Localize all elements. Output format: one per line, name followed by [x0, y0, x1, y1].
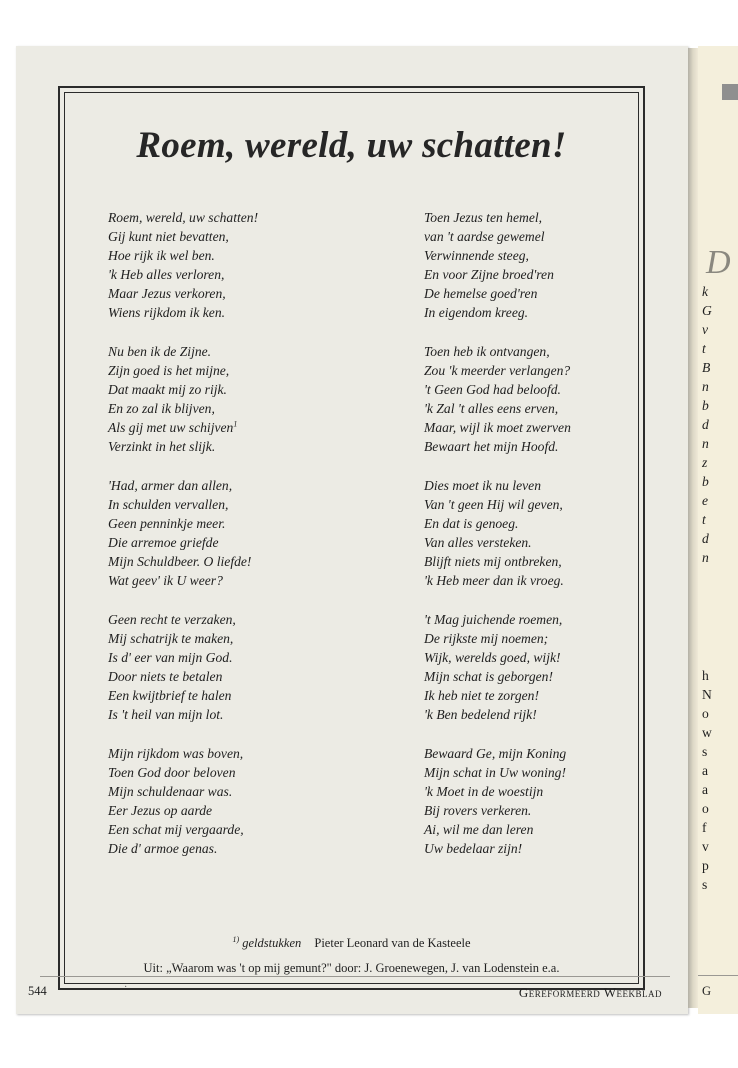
poem-line: Maar Jezus verkoren, — [108, 286, 226, 301]
facing-page-fragment: f — [702, 820, 707, 835]
poem-line: Bewaard Ge, mijn Koning — [424, 746, 567, 761]
facing-page-fragment: N — [702, 687, 712, 702]
facing-page-fragment: d — [702, 417, 709, 432]
poem-line: Mij schatrijk te maken, — [108, 631, 234, 646]
poem-line: Mijn Schuldbeer. O liefde! — [108, 554, 252, 569]
poem-line: Van 't geen Hij wil geven, — [424, 497, 563, 512]
facing-page-fragment: o — [702, 706, 709, 721]
facing-page-fragment: z — [702, 455, 708, 470]
poem-line: Wijk, werelds goed, wijk! — [424, 650, 561, 665]
footer-dot: · — [124, 982, 128, 993]
facing-page-edge — [698, 46, 738, 1014]
facing-page-fragment: o — [702, 801, 709, 816]
footnote-label: 1) — [232, 934, 240, 944]
poem-stanza — [424, 476, 674, 590]
poem-line: Geen recht te verzaken, — [108, 612, 236, 627]
poem-line: Zou 'k meerder verlangen? — [424, 363, 571, 378]
magazine-page — [16, 46, 688, 1014]
poem-line: Maar, wijl ik moet zwerven — [424, 420, 571, 435]
poem-line: In schulden vervallen, — [108, 497, 229, 512]
poem-line: 'k Moet in de woestijn — [424, 784, 544, 799]
poem-line: 't Mag juichende roemen, — [424, 612, 563, 627]
poem-line: Geen penninkje meer. — [108, 516, 226, 531]
poem-stanza — [424, 208, 674, 322]
poem-line: 'k Heb alles verloren, — [108, 267, 225, 282]
poem-line: Ai, wil me dan leren — [424, 822, 534, 837]
facing-page-footer-rule — [698, 975, 738, 976]
footnote-marker: 1 — [233, 419, 238, 429]
facing-page-roman-text — [702, 666, 712, 894]
facing-page-fragment: s — [702, 877, 708, 892]
footnote-row — [60, 936, 643, 951]
poem-line: En dat is genoeg. — [424, 516, 519, 531]
poem-line: Verwinnende steeg, — [424, 248, 529, 263]
poem-line: De hemelse goed'ren — [424, 286, 538, 301]
poem-line: Mijn schuldenaar was. — [108, 784, 233, 799]
facing-page-fragment: a — [702, 763, 709, 778]
facing-page-fragment: n — [702, 379, 709, 394]
poem-line: Bij rovers verkeren. — [424, 803, 532, 818]
poem-line: Is 't heil van mijn lot. — [108, 707, 224, 722]
facing-page-fragment: t — [702, 341, 706, 356]
facing-page-fragment: k — [702, 284, 709, 299]
poem-stanza — [108, 476, 358, 590]
facing-page-header-bar — [722, 84, 738, 100]
poem-line: 'k Zal 't alles eens erven, — [424, 401, 559, 416]
poem-line: Hoe rijk ik wel ben. — [108, 248, 215, 263]
poem-line: Mijn schat is geborgen! — [424, 669, 553, 684]
poem-source: Uit: „Waarom was 't op mij gemunt?" door: J. Groenewegen, J. van Lodenstein e.a. — [143, 961, 560, 975]
poem-line: 'Had, armer dan allen, — [108, 478, 233, 493]
poem-line: Als gij met uw schijven$^1$ — [108, 419, 238, 435]
poem-line: Mijn rijkdom was boven, — [108, 746, 244, 761]
poem-line: 'k Ben bedelend rijk! — [424, 707, 537, 722]
poem-line: Mijn schat in Uw woning! — [424, 765, 566, 780]
poem-column-left — [108, 208, 358, 878]
poem-column-right — [424, 208, 674, 878]
poem-author: Pieter Leonard van de Kasteele — [314, 936, 471, 950]
facing-page-fragment: n — [702, 436, 709, 451]
poem-line: In eigendom kreeg. — [424, 305, 529, 320]
poem-stanza — [108, 342, 358, 456]
footer-rule — [40, 976, 670, 977]
poem-line: Van alles versteken. — [424, 535, 532, 550]
page-gutter — [688, 48, 698, 1008]
poem-line: Wat geev' ik U weer? — [108, 573, 223, 588]
poem-line: Is d' eer van mijn God. — [108, 650, 233, 665]
footnote-text: geldstukken — [242, 936, 302, 950]
poem-line: Zijn goed is het mijne, — [108, 363, 230, 378]
poem-line: Verzinkt in het slijk. — [108, 439, 216, 454]
poem-frame — [58, 86, 645, 990]
poem-line: Toen God door beloven — [108, 765, 236, 780]
page-number: 544 — [28, 984, 47, 998]
facing-page-fragment: G — [702, 303, 712, 318]
facing-page-footer: G — [702, 984, 712, 998]
poem-stanza — [424, 342, 674, 456]
poem-stanza — [108, 744, 358, 858]
facing-page-italic-text — [702, 282, 712, 567]
poem-line: 'k Heb meer dan ik vroeg. — [424, 573, 564, 588]
poem-title: Roem, wereld, uw schatten! — [136, 125, 567, 166]
poem-line: van 't aardse gewemel — [424, 229, 545, 244]
poem-line: Door niets te betalen — [108, 669, 223, 684]
facing-page-fragment: v — [702, 839, 709, 854]
poem-stanza — [108, 208, 358, 322]
poem-line: En zo zal ik blijven, — [108, 401, 215, 416]
poem-line: Dat maakt mij zo rijk. — [108, 382, 227, 397]
poem-line: De rijkste mij noemen; — [424, 631, 549, 646]
facing-page-initial: D — [706, 244, 731, 281]
facing-page-fragment: p — [702, 858, 709, 873]
facing-page-fragment: n — [702, 550, 709, 565]
poem-line: Toen heb ik ontvangen, — [424, 344, 550, 359]
facing-page-fragment: d — [702, 531, 709, 546]
publication-name: Gereformeerd Weekblad — [518, 985, 662, 1000]
facing-page-fragment: e — [702, 493, 709, 508]
facing-page-fragment: v — [702, 322, 709, 337]
facing-page-fragment: B — [702, 360, 711, 375]
poem-line: Een schat mij vergaarde, — [108, 822, 244, 837]
poem-line: Gij kunt niet bevatten, — [108, 229, 229, 244]
facing-page-fragment: b — [702, 474, 709, 489]
facing-page-fragment: w — [702, 725, 712, 740]
poem-line: En voor Zijne broed'ren — [424, 267, 554, 282]
facing-page-fragment: a — [702, 782, 709, 797]
poem-line: Blijft niets mij ontbreken, — [424, 554, 562, 569]
facing-page-fragment: h — [702, 668, 709, 683]
poem-line: Toen Jezus ten hemel, — [424, 210, 543, 225]
poem-line: Ik heb niet te zorgen! — [424, 688, 540, 703]
poem-stanza — [424, 744, 674, 858]
facing-page-fragment: t — [702, 512, 706, 527]
facing-page-fragment: s — [702, 744, 708, 759]
footnote — [232, 936, 301, 950]
poem-line: Een kwijtbrief te halen — [108, 688, 232, 703]
poem-line: Wiens rijkdom ik ken. — [108, 305, 226, 320]
poem-line: Nu ben ik de Zijne. — [108, 344, 212, 359]
poem-line: Uw bedelaar zijn! — [424, 841, 523, 856]
poem-line: Dies moet ik nu leven — [424, 478, 542, 493]
poem-line: Bewaart het mijn Hoofd. — [424, 439, 559, 454]
poem-line: 't Geen God had beloofd. — [424, 382, 561, 397]
poem-line: Die arremoe griefde — [108, 535, 219, 550]
poem-line: Eer Jezus op aarde — [108, 803, 213, 818]
poem-stanza — [108, 610, 358, 724]
facing-page-fragment: b — [702, 398, 709, 413]
poem-line: Roem, wereld, uw schatten! — [108, 210, 259, 225]
poem-stanza — [424, 610, 674, 724]
poem-line: Die d' armoe genas. — [108, 841, 218, 856]
